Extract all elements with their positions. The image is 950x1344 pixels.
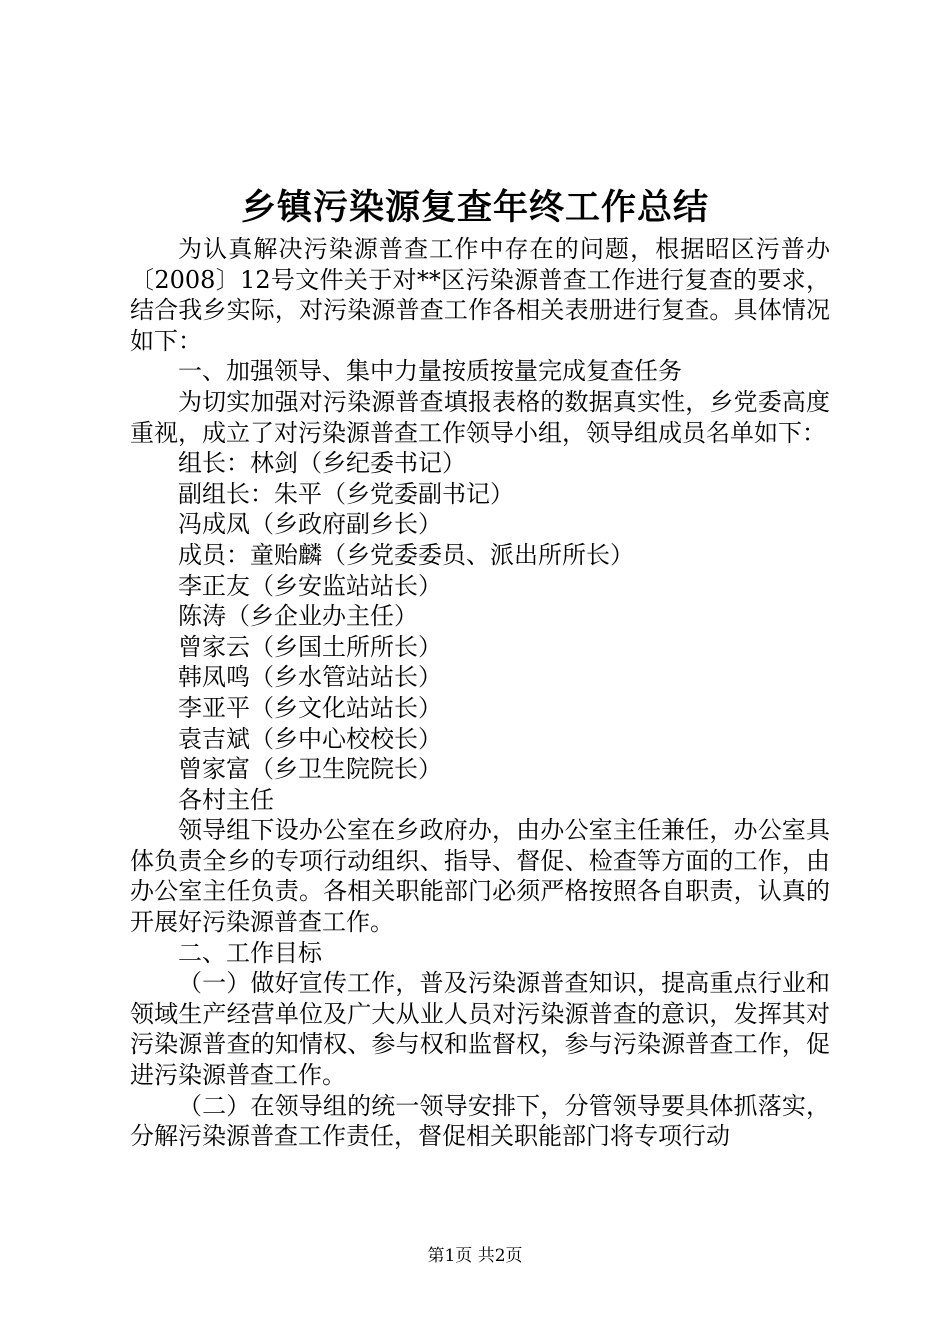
page-footer: 第1页 共2页 [427,1246,523,1266]
document-title: 乡镇污染源复查年终工作总结 [240,187,709,228]
document-body [130,234,830,1152]
member-line: 李正友（乡安监站站长） [178,571,442,600]
member-line: 韩凤鸣（乡水管站站长） [178,663,442,692]
member-line: 曾家云（乡国土所所长） [178,632,442,661]
intro-paragraph: 为认真解决污染源普查工作中存在的问题，根据昭区污普办〔2008〕12号文件关于对**区污染源普查工作进行复查的要求，结合我乡实际，对污染源普查工作各相关表册进行复查。具体情况如下： [130,235,830,355]
member-line: 各村主任 [178,785,274,814]
member-line: 冯成凤（乡政府副乡长） [178,510,442,539]
member-line: 曾家富（乡卫生院院长） [178,755,442,784]
member-line: 袁吉斌（乡中心校校长） [178,724,442,753]
section-1-heading: 一、加强领导、集中力量按质按量完成复查任务 [178,357,682,386]
member-line: 李亚平（乡文化站站长） [178,693,442,722]
goal-2-paragraph: （二）在领导组的统一领导安排下，分管领导要具体抓落实，分解污染源普查工作责任，督促相关职能部门将专项行动 [130,1091,830,1151]
section-1-paragraph: 为切实加强对污染源普查填报表格的数据真实性，乡党委高度重视，成立了对污染源普查工作领导小组，领导组成员名单如下： [130,387,830,447]
office-paragraph: 领导组下设办公室在乡政府办，由办公室主任兼任，办公室具体负责全乡的专项行动组织、指导、督促、检查等方面的工作，由办公室主任负责。各相关职能部门必须严格按照各自职责，认真的开展好污染源普查工作。 [130,816,830,937]
member-line: 组长：林剑（乡纪委书记） [178,449,466,478]
member-line: 陈涛（乡企业办主任） [178,602,418,631]
section-2-heading: 二、工作目标 [178,938,322,967]
member-line: 成员：童贻麟（乡党委委员、派出所所长） [178,540,634,569]
goal-1-paragraph: （一）做好宣传工作，普及污染源普查知识，提高重点行业和领域生产经营单位及广大从业人员对污染源普查的意识，发挥其对污染源普查的知情权、参与权和监督权，参与污染源普查工作，促进污染源普查工作。 [130,969,830,1090]
member-line: 副组长：朱平（乡党委副书记） [178,479,514,508]
